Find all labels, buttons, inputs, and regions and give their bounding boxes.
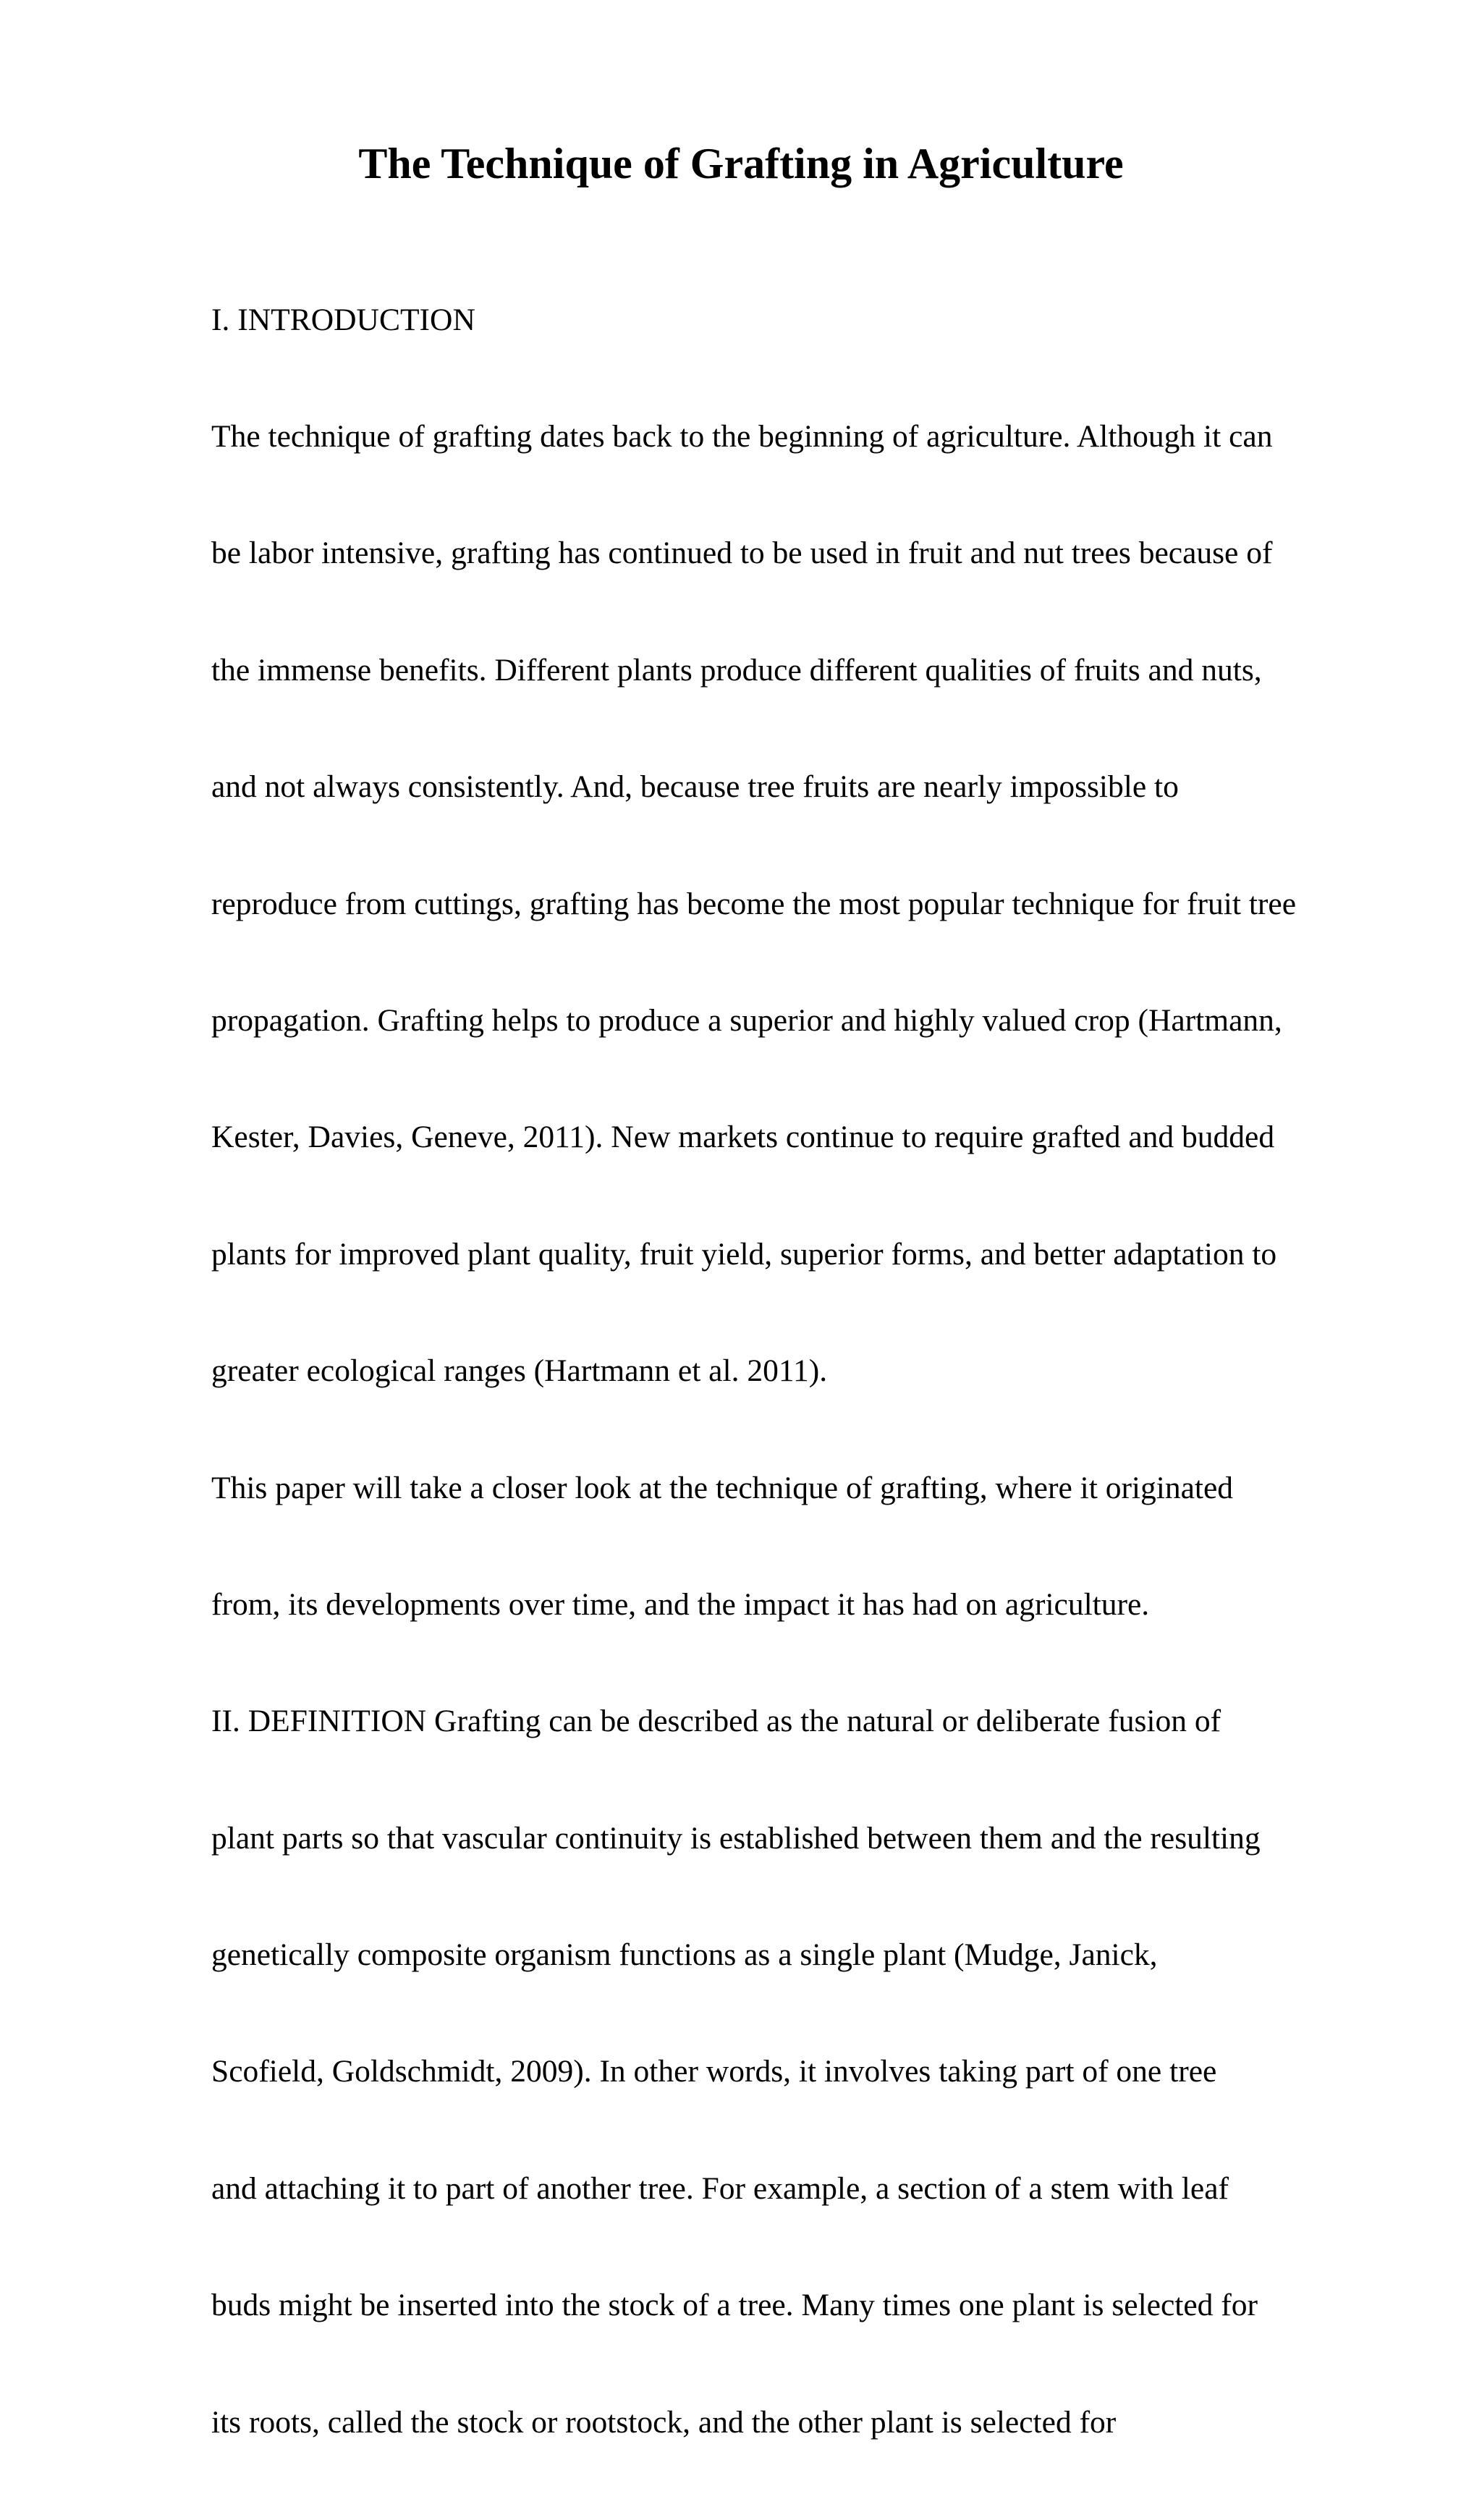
text-line: This paper will take a closer look at the technique of grafting, where it originated <box>211 1470 1234 1505</box>
text-line: genetically composite organism functions as a single plant (Mudge, Janick, <box>211 1937 1158 1973</box>
text-line: be labor intensive, grafting has continued to be used in fruit and nut trees because of <box>211 536 1273 571</box>
text-line: reproduce from cuttings, grafting has become the most popular technique for fruit tree <box>211 886 1297 921</box>
text-line: Kester, Davies, Geneve, 2011). New markets continue to require grafted and budded <box>211 1120 1275 1155</box>
text-line: and attaching it to part of another tree. For example, a section of a stem with leaf <box>211 2170 1229 2206</box>
text-line: buds might be inserted into the stock of a tree. Many times one plant is selected for <box>211 2288 1258 2323</box>
text-line: Scofield, Goldschmidt, 2009). In other words, it involves taking part of one tree <box>211 2054 1217 2089</box>
text-line: the immense benefits. Different plants produce different qualities of fruits and nuts, <box>211 652 1262 688</box>
document-title: The Technique of Grafting in Agriculture <box>358 140 1124 187</box>
section-heading-introduction: I. INTRODUCTION <box>211 302 475 337</box>
text-line: The technique of grafting dates back to the beginning of agriculture. Although it can <box>211 418 1273 454</box>
text-line: plants for improved plant quality, fruit yield, superior forms, and better adaptation to <box>211 1236 1277 1272</box>
text-line: propagation. Grafting helps to produce a superior and highly valued crop (Hartmann, <box>211 1002 1282 1038</box>
section-heading-definition-line: II. DEFINITION Grafting can be described as the natural or deliberate fusion of <box>211 1704 1221 1739</box>
text-line: plant parts so that vascular continuity is established between them and the resulting <box>211 1820 1261 1856</box>
text-line: greater ecological ranges (Hartmann et al. 2011). <box>211 1353 828 1389</box>
text-line: its roots, called the stock or rootstock, and the other plant is selected for <box>211 2404 1117 2440</box>
text-line: from, its developments over time, and the impact it has had on agriculture. <box>211 1586 1150 1622</box>
text-line: and not always consistently. And, because tree fruits are nearly impossible to <box>211 769 1179 805</box>
document-body <box>211 223 1456 2520</box>
